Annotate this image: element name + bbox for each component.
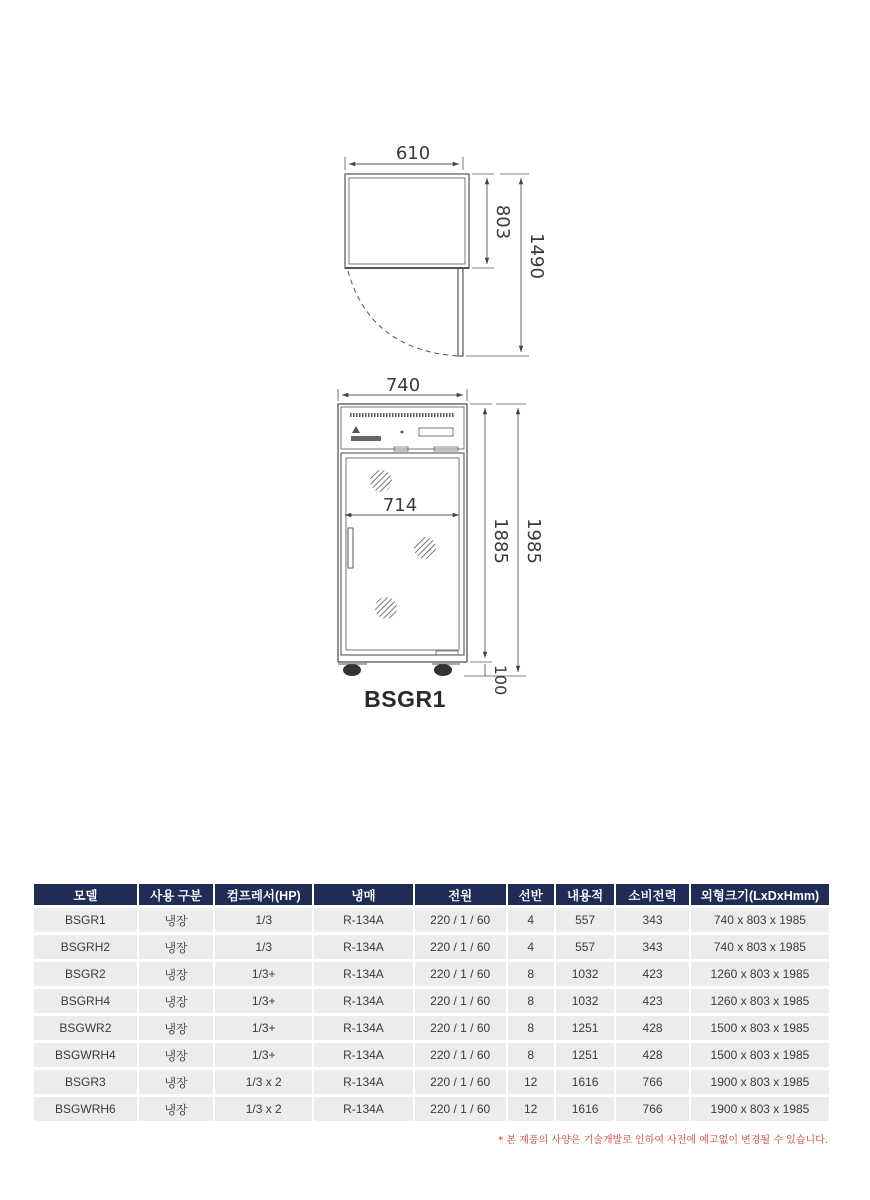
cell-compressor: 1/3 x 2 <box>215 1097 312 1121</box>
cell-shelves: 12 <box>508 1070 554 1094</box>
cell-capacity: 1032 <box>556 989 614 1013</box>
cell-power-consumption: 423 <box>616 989 689 1013</box>
glass-reflection-1 <box>370 470 392 492</box>
cell-refrigerant: R-134A <box>314 1070 413 1094</box>
cell-refrigerant: R-134A <box>314 935 413 959</box>
cell-dimensions: 1260 x 803 x 1985 <box>691 962 829 986</box>
cell-model: BSGWRH6 <box>34 1097 137 1121</box>
cell-power-consumption: 428 <box>616 1043 689 1067</box>
dim-body-height: 1885 <box>490 518 511 564</box>
cell-shelves: 8 <box>508 1016 554 1040</box>
cell-usage: 냉장 <box>139 908 214 932</box>
cell-model: BSGR1 <box>34 908 137 932</box>
cell-power-consumption: 766 <box>616 1097 689 1121</box>
cell-power-consumption: 343 <box>616 935 689 959</box>
col-header-model: 모델 <box>34 884 137 905</box>
cell-compressor: 1/3+ <box>215 989 312 1013</box>
cell-capacity: 557 <box>556 908 614 932</box>
cell-compressor: 1/3+ <box>215 962 312 986</box>
cell-usage: 냉장 <box>139 1016 214 1040</box>
cell-refrigerant: R-134A <box>314 962 413 986</box>
cell-power-supply: 220 / 1 / 60 <box>415 1043 506 1067</box>
door-swing-arc <box>348 271 458 356</box>
col-header-dimensions: 외형크기(LxDxHmm) <box>691 884 829 905</box>
col-header-compressor: 컴프레서(HP) <box>215 884 312 905</box>
col-header-power-supply: 전원 <box>415 884 506 905</box>
cell-compressor: 1/3+ <box>215 1043 312 1067</box>
cell-shelves: 12 <box>508 1097 554 1121</box>
cell-compressor: 1/3 x 2 <box>215 1070 312 1094</box>
cell-capacity: 1251 <box>556 1016 614 1040</box>
cell-power-consumption: 766 <box>616 1070 689 1094</box>
col-header-capacity: 내용적 <box>556 884 614 905</box>
door-handle <box>348 528 353 568</box>
cell-compressor: 1/3 <box>215 935 312 959</box>
cell-usage: 냉장 <box>139 1097 214 1121</box>
dim-top-depth: 803 <box>492 204 513 240</box>
cell-shelves: 8 <box>508 989 554 1013</box>
cell-model: BSGWR2 <box>34 1016 137 1040</box>
top-view <box>345 157 529 356</box>
cell-refrigerant: R-134A <box>314 1043 413 1067</box>
cell-dimensions: 1260 x 803 x 1985 <box>691 989 829 1013</box>
cell-capacity: 1251 <box>556 1043 614 1067</box>
cell-dimensions: 1500 x 803 x 1985 <box>691 1043 829 1067</box>
cell-power-supply: 220 / 1 / 60 <box>415 1070 506 1094</box>
cell-refrigerant: R-134A <box>314 989 413 1013</box>
cell-shelves: 8 <box>508 1043 554 1067</box>
cell-power-consumption: 343 <box>616 908 689 932</box>
cell-power-supply: 220 / 1 / 60 <box>415 935 506 959</box>
cell-capacity: 1032 <box>556 962 614 986</box>
cell-power-supply: 220 / 1 / 60 <box>415 962 506 986</box>
dim-front-width: 740 <box>385 375 421 396</box>
cell-refrigerant: R-134A <box>314 1016 413 1040</box>
cell-capacity: 1616 <box>556 1070 614 1094</box>
col-header-power-consumption: 소비전력 <box>616 884 689 905</box>
model-name: BSGR1 <box>364 686 446 712</box>
display-panel <box>419 428 453 436</box>
cell-model: BSGRH2 <box>34 935 137 959</box>
cell-usage: 냉장 <box>139 962 214 986</box>
table-row <box>34 908 829 932</box>
cell-model: BSGR2 <box>34 962 137 986</box>
cell-shelves: 8 <box>508 962 554 986</box>
cell-model: BSGRH4 <box>34 989 137 1013</box>
dim-caster-height: 100 <box>491 664 510 696</box>
col-header-shelves: 선반 <box>508 884 554 905</box>
dim-top-depth-open: 1490 <box>526 233 547 279</box>
spec-table <box>32 881 831 1124</box>
front-view-cabinet <box>338 404 467 662</box>
glass-door <box>341 453 464 655</box>
cell-dimensions: 740 x 803 x 1985 <box>691 935 829 959</box>
dim-total-height: 1985 <box>523 518 544 564</box>
col-header-usage: 사용 구분 <box>139 884 214 905</box>
dim-top-width: 610 <box>395 143 431 164</box>
table-row <box>34 989 829 1013</box>
table-row <box>34 962 829 986</box>
cell-power-supply: 220 / 1 / 60 <box>415 1097 506 1121</box>
cell-capacity: 557 <box>556 935 614 959</box>
cell-refrigerant: R-134A <box>314 1097 413 1121</box>
cell-usage: 냉장 <box>139 989 214 1013</box>
caster-right <box>434 664 452 676</box>
top-view-door-open <box>458 268 463 356</box>
brand-plate <box>351 436 381 441</box>
table-row <box>34 1043 829 1067</box>
top-view-cabinet <box>345 174 469 268</box>
cell-usage: 냉장 <box>139 1043 214 1067</box>
glass-reflection-3 <box>375 597 397 619</box>
cell-power-supply: 220 / 1 / 60 <box>415 1016 506 1040</box>
table-header-row <box>34 884 829 905</box>
spec-change-note: * 본 제품의 사양은 기술개발로 인하여 사전에 예고없이 변경될 수 있습니다. <box>498 1135 828 1146</box>
table-row <box>34 1016 829 1040</box>
col-header-refrigerant: 냉매 <box>314 884 413 905</box>
cell-shelves: 4 <box>508 935 554 959</box>
cell-usage: 냉장 <box>139 1070 214 1094</box>
cell-usage: 냉장 <box>139 935 214 959</box>
caster-left <box>343 664 361 676</box>
cell-dimensions: 740 x 803 x 1985 <box>691 908 829 932</box>
cell-dimensions: 1900 x 803 x 1985 <box>691 1070 829 1094</box>
cell-dimensions: 1900 x 803 x 1985 <box>691 1097 829 1121</box>
glass-reflection-2 <box>414 537 436 559</box>
cell-power-consumption: 428 <box>616 1016 689 1040</box>
cell-power-supply: 220 / 1 / 60 <box>415 989 506 1013</box>
cell-compressor: 1/3+ <box>215 1016 312 1040</box>
cell-power-consumption: 423 <box>616 962 689 986</box>
cell-power-supply: 220 / 1 / 60 <box>415 908 506 932</box>
cell-model: BSGR3 <box>34 1070 137 1094</box>
cell-compressor: 1/3 <box>215 908 312 932</box>
cell-model: BSGWRH4 <box>34 1043 137 1067</box>
table-row <box>34 1070 829 1094</box>
cell-shelves: 4 <box>508 908 554 932</box>
table-row <box>34 1097 829 1121</box>
cell-refrigerant: R-134A <box>314 908 413 932</box>
dim-inner-width: 714 <box>382 495 418 516</box>
table-row <box>34 935 829 959</box>
cell-dimensions: 1500 x 803 x 1985 <box>691 1016 829 1040</box>
cell-capacity: 1616 <box>556 1097 614 1121</box>
